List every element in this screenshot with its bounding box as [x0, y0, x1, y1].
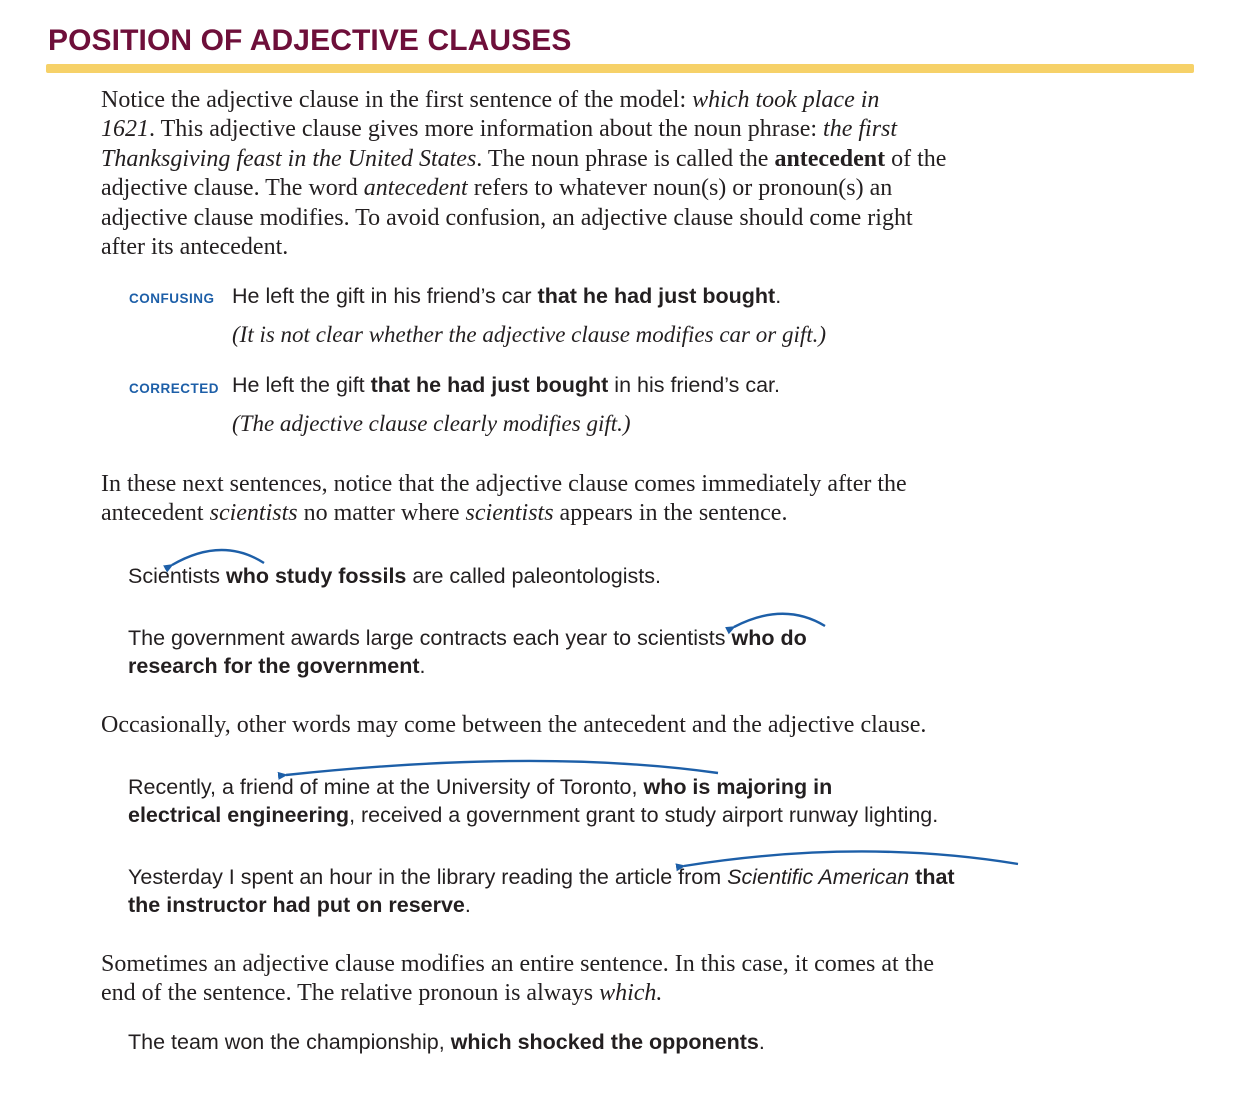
- intro-line-2: 1621. This adjective clause gives more information about the noun phrase: the first: [101, 116, 898, 143]
- intro-line-3: Thanksgiving feast in the United States. The noun phrase is called the antecedent of the: [101, 145, 947, 172]
- corrected-note: (The adjective clause clearly modifies gift.): [232, 411, 631, 436]
- confusing-sentence: He left the gift in his friend’s car that he had just bought.: [232, 284, 782, 308]
- example-3-line-1: Recently, a friend of mine at the University of Toronto, who is majoring in: [128, 775, 833, 799]
- intro-line-6: after its antecedent.: [101, 234, 289, 261]
- example-4-line-1: Yesterday I spent an hour in the library reading the article from Scientific American that: [128, 865, 955, 889]
- paragraph-2-line-1: In these next sentences, notice that the adjective clause comes immediately after the: [101, 471, 907, 497]
- confusing-label: CONFUSING: [129, 291, 215, 306]
- arrow-example-1: [172, 550, 264, 565]
- corrected-label: CORRECTED: [129, 381, 220, 396]
- paragraph-3: Occasionally, other words may come between the antecedent and the adjective clause.: [101, 712, 927, 738]
- example-5: The team won the championship, which shocked the opponents.: [128, 1030, 765, 1054]
- intro-line-1: Notice the adjective clause in the first sentence of the model: which took place in: [101, 87, 880, 113]
- example-4-line-2: the instructor had put on reserve.: [128, 893, 471, 917]
- page-title: POSITION OF ADJECTIVE CLAUSES: [48, 24, 572, 57]
- arrow-example-4: [684, 851, 1018, 866]
- intro-line-4: adjective clause. The word antecedent refers to whatever noun(s) or pronoun(s) an: [101, 175, 893, 202]
- arrow-example-2: [734, 614, 825, 627]
- confusing-note: (It is not clear whether the adjective clause modifies car or gift.): [232, 322, 827, 347]
- example-3-line-2: electrical engineering, received a government grant to study airport runway lighting.: [128, 803, 939, 827]
- example-1: Scientists who study fossils are called paleontologists.: [128, 564, 661, 588]
- intro-line-5: adjective clause modifies. To avoid confusion, an adjective clause should come right: [101, 204, 913, 231]
- paragraph-4-line-2: end of the sentence. The relative pronoun is always which.: [101, 980, 663, 1007]
- example-2-line-1: The government awards large contracts each year to scientists who do: [128, 626, 807, 650]
- corrected-sentence: He left the gift that he had just bought in his friend’s car.: [232, 373, 780, 397]
- paragraph-2-line-2: antecedent scientists no matter where scientists appears in the sentence.: [101, 500, 788, 527]
- paragraph-4-line-1: Sometimes an adjective clause modifies an entire sentence. In this case, it comes at the: [101, 951, 935, 977]
- example-2-line-2: research for the government.: [128, 654, 426, 678]
- arrow-example-3: [286, 761, 718, 775]
